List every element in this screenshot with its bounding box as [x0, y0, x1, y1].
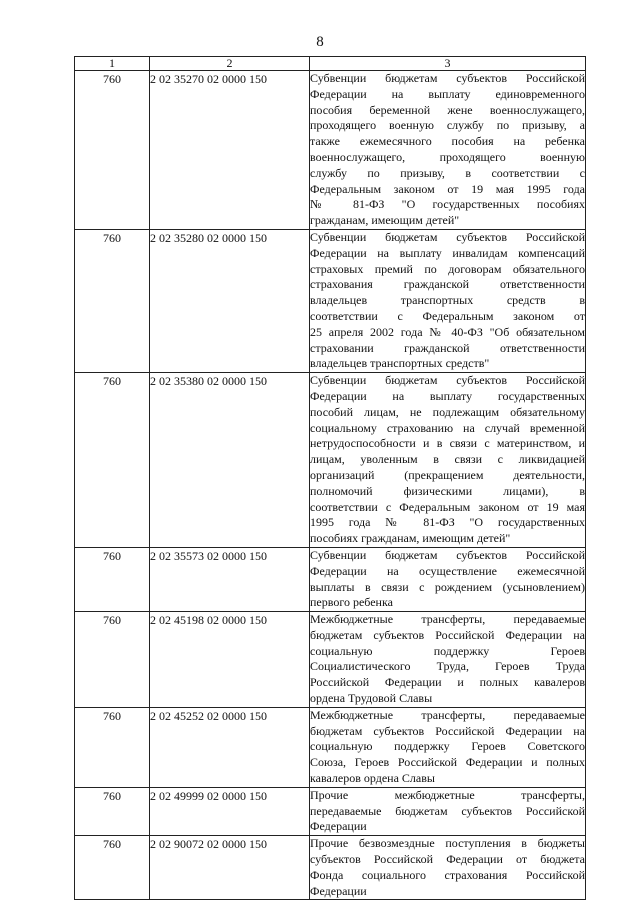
- admin-code-cell: 760: [75, 229, 150, 372]
- description-line: Союза, Героев Российской Федерации и полных: [310, 755, 585, 770]
- table-row: [75, 229, 586, 372]
- table-row: [75, 71, 586, 230]
- description-cell: [310, 836, 586, 900]
- description-line: Федерации на выплату государственных: [310, 388, 585, 403]
- description-line: Федерации на осуществление ежемесячной: [310, 563, 585, 578]
- description-line: пособий лицам, не подлежащим обязательному: [310, 404, 585, 419]
- description-cell: [310, 229, 586, 372]
- description-line: проходящего военную службу по призыву, а: [310, 118, 585, 133]
- table-row: [75, 707, 586, 787]
- description-line: Межбюджетные трансферты, передаваемые: [310, 612, 585, 627]
- table-header-row: [75, 57, 586, 71]
- description-line: гражданам, имеющим детей": [310, 213, 460, 228]
- budget-code-cell: 2 02 35573 02 0000 150: [150, 547, 310, 611]
- description-line: Фонда социального страхования Российской: [310, 867, 585, 882]
- description-line: пособия беременной жене военнослужащего,: [310, 102, 585, 117]
- description-line: Субвенции бюджетам субъектов Российской: [310, 71, 585, 85]
- description-line: Субвенции бюджетам субъектов Российской: [310, 229, 585, 244]
- table-body: [75, 71, 586, 900]
- description-line: Прочие межбюджетные трансферты,: [310, 787, 585, 802]
- admin-code-cell: 760: [75, 836, 150, 900]
- description-cell: [310, 373, 586, 548]
- budget-code-cell: 2 02 35380 02 0000 150: [150, 373, 310, 548]
- description-line: Субвенции бюджетам субъектов Российской: [310, 547, 585, 562]
- budget-code-cell: 2 02 45198 02 0000 150: [150, 612, 310, 708]
- description-line: кавалеров ордена Славы: [310, 771, 435, 786]
- description-line: пособиях гражданам, имеющим детей": [310, 531, 511, 546]
- table-row: [75, 787, 586, 835]
- description-line: страховых премий по договорам обязательного: [310, 261, 585, 276]
- description-line: первого ребенка: [310, 595, 393, 610]
- description-line: передаваемые бюджетам субъектов Российской: [310, 803, 585, 818]
- description-line: социальную поддержку Героев: [310, 643, 585, 658]
- description-line: Социалистического Труда, Героев Труда: [310, 659, 585, 674]
- header-col-2: 2: [150, 57, 310, 71]
- admin-code-cell: 760: [75, 373, 150, 548]
- admin-code-cell: 760: [75, 71, 150, 230]
- admin-code-cell: 760: [75, 612, 150, 708]
- description-line: № 81-ФЗ "О государственных пособиях: [310, 197, 585, 212]
- description-cell: [310, 71, 586, 230]
- description-line: также ежемесячного пособия на ребенка: [310, 134, 585, 149]
- description-line: социальному страхованию на случай временной: [310, 420, 585, 435]
- description-line: военнослужащего, проходящего военную: [310, 149, 585, 164]
- description-line: бюджетам субъектов Российской Федерации на: [310, 627, 585, 642]
- description-line: нетрудоспособности и в связи с материнством, и: [310, 436, 585, 451]
- description-cell: [310, 612, 586, 708]
- page-number: 8: [316, 34, 324, 50]
- budget-code-cell: 2 02 35270 02 0000 150: [150, 71, 310, 230]
- description-line: бюджетам субъектов Российской Федерации на: [310, 723, 585, 738]
- header-col-3: 3: [310, 57, 586, 71]
- description-line: Федерации: [310, 819, 367, 834]
- description-line: выплаты в связи с рождением (усыновлением): [310, 579, 585, 594]
- description-line: соответствии с Федеральным законом от: [310, 308, 585, 323]
- description-line: Субвенции бюджетам субъектов Российской: [310, 373, 585, 388]
- description-line: субъектов Российской Федерации от бюджета: [310, 852, 585, 867]
- description-line: Федерации на выплату единовременного: [310, 86, 585, 101]
- description-line: ордена Трудовой Славы: [310, 691, 433, 706]
- table-row: [75, 547, 586, 611]
- budget-code-cell: 2 02 90072 02 0000 150: [150, 836, 310, 900]
- description-line: полномочий физическими лицами), в: [310, 483, 585, 498]
- description-line: страховании гражданской ответственности: [310, 340, 585, 355]
- admin-code-cell: 760: [75, 787, 150, 835]
- description-line: владельцев транспортных средств": [310, 356, 490, 371]
- description-line: организаций (прекращением деятельности,: [310, 467, 585, 482]
- admin-code-cell: 760: [75, 547, 150, 611]
- description-line: Межбюджетные трансферты, передаваемые: [310, 707, 585, 722]
- description-line: Федерации: [310, 883, 367, 898]
- description-line: Прочие безвозмездные поступления в бюджеты: [310, 836, 585, 851]
- description-line: 1995 года № 81-ФЗ "О государственных: [310, 515, 585, 530]
- header-col-1: 1: [75, 57, 150, 71]
- description-line: службу по призыву, в соответствии с: [310, 165, 585, 180]
- table-row: [75, 612, 586, 708]
- admin-code-cell: 760: [75, 707, 150, 787]
- budget-code-cell: 2 02 49999 02 0000 150: [150, 787, 310, 835]
- table-row: [75, 373, 586, 548]
- description-cell: [310, 547, 586, 611]
- description-line: Российской Федерации и полных кавалеров: [310, 675, 585, 690]
- revenue-codes-table: [74, 56, 586, 900]
- budget-code-cell: 2 02 35280 02 0000 150: [150, 229, 310, 372]
- description-line: Федеральным законом от 19 мая 1995 года: [310, 181, 585, 196]
- description-cell: [310, 707, 586, 787]
- description-line: страхования гражданской ответственности: [310, 277, 585, 292]
- description-line: соответствии с Федеральным законом от 19 мая: [310, 499, 585, 514]
- description-line: владельцев транспортных средств в: [310, 293, 585, 308]
- table-row: [75, 836, 586, 900]
- description-cell: [310, 787, 586, 835]
- description-line: Федерации на выплату инвалидам компенсаций: [310, 245, 585, 260]
- description-line: социальную поддержку Героев Советского: [310, 739, 585, 754]
- description-line: лицам, уволенным в связи с ликвидацией: [310, 452, 585, 467]
- budget-code-cell: 2 02 45252 02 0000 150: [150, 707, 310, 787]
- description-line: 25 апреля 2002 года № 40-ФЗ "Об обязательном: [310, 324, 585, 339]
